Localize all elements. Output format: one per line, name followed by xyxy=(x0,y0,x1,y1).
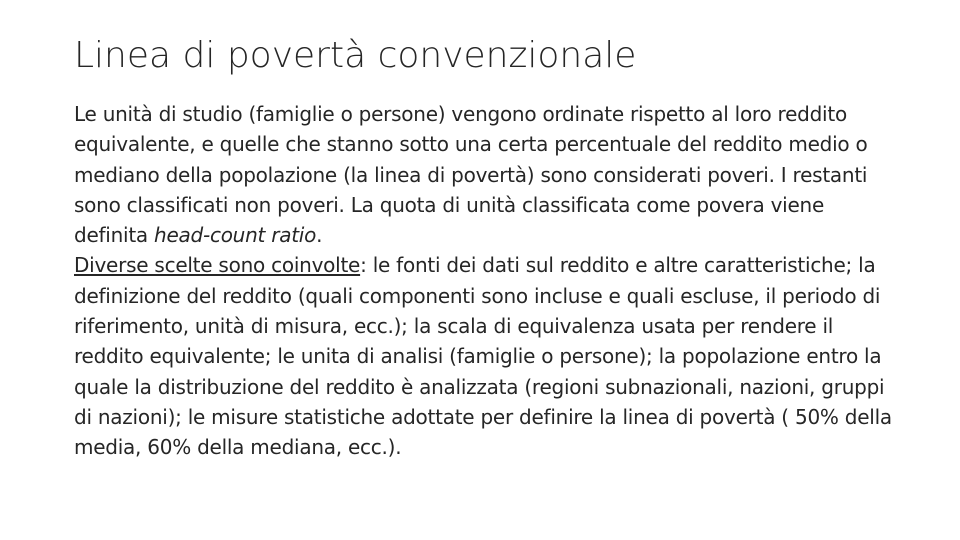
slide-title: Linea di povertà convenzionale xyxy=(74,35,637,76)
choices-involved-lead: Diverse scelte sono coinvolte xyxy=(74,253,361,278)
paragraph-choices-involved xyxy=(74,250,896,462)
paragraph-1-end: . xyxy=(316,223,323,248)
paragraph-poverty-line-definition xyxy=(74,99,896,250)
paragraph-1-text: Le unità di studio (famiglie o persone) vengono ordinate rispetto al loro reddito equivalente, e quelle che stanno sotto una certa percentuale del reddito medio o mediano della popolazione (la linea di povertà) sono considerati poveri. I restanti sono classificati non poveri. La quota di unità classificata come povera viene definita xyxy=(74,102,868,248)
slide-body xyxy=(74,99,896,463)
paragraph-2-text: : le fonti dei dati sul reddito e altre caratteristiche; la definizione del reddito (quali componenti sono incluse e quali escluse, il periodo di riferimento, unità di misura, ecc.); la scala di equivalenza usata per rendere il reddito equivalente; le unita di analisi (famiglie o persone); la popolazione entro la quale la distribuzione del reddito è analizzata (regioni subnazionali, nazioni, gruppi di nazioni); le misure statistiche adottate per definire la linea di povertà ( 50% della media, 60% della mediana, ecc.). xyxy=(74,253,892,460)
head-count-ratio-term: head-count ratio xyxy=(154,223,317,248)
